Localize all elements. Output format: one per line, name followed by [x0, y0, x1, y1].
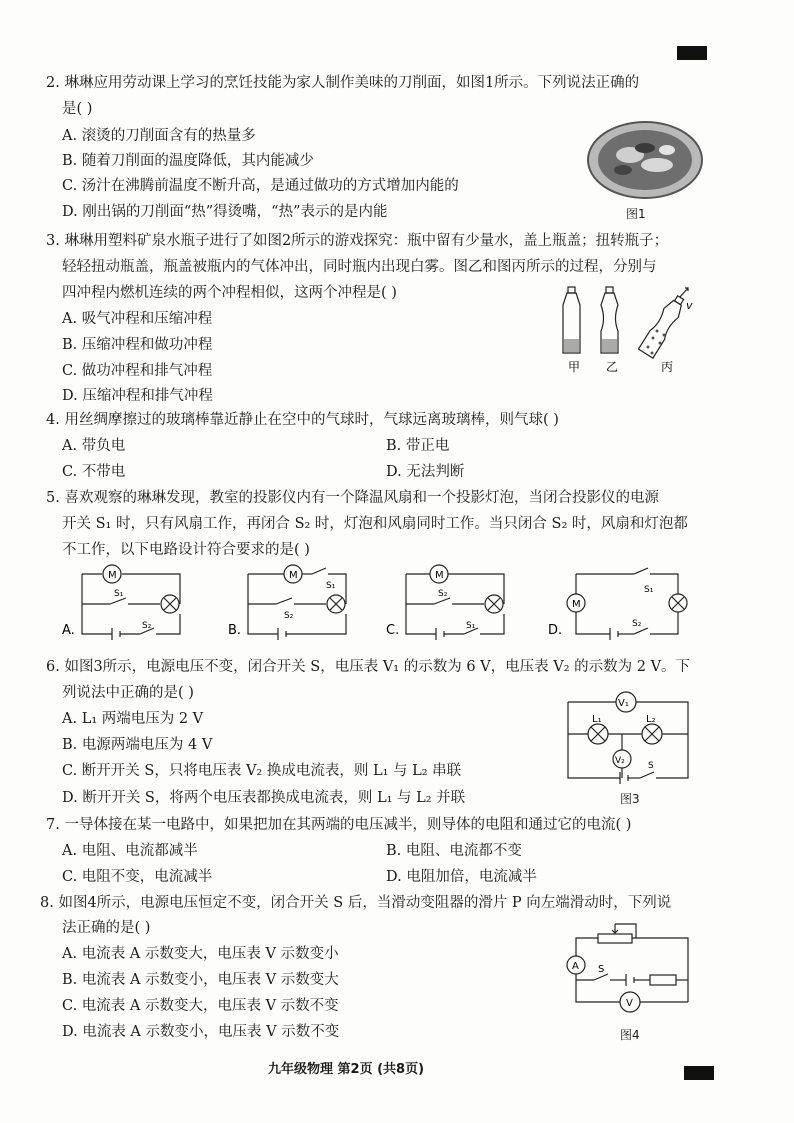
s-label: S: [648, 761, 654, 771]
q3-line3: 四冲程内燃机连续的两个冲程相似，这两个冲程是( ): [62, 285, 397, 301]
q7-option-b[interactable]: B. 电阻、电流都不变: [386, 843, 522, 859]
figure-2-bottles: [558, 283, 708, 375]
l1-label: L₁: [592, 714, 602, 725]
figure-4-circuit: [560, 920, 700, 1022]
q5-circuit-a[interactable]: [62, 562, 192, 644]
q5-circuit-b[interactable]: [228, 562, 358, 644]
figure-3-circuit: [560, 684, 700, 784]
motor-label-d: M: [572, 599, 581, 610]
q5-line3: 不工作，以下电路设计符合要求的是( ): [62, 542, 310, 558]
q6-option-b[interactable]: B. 电源两端电压为 4 V: [62, 737, 213, 753]
circuit-label-c: C.: [386, 623, 400, 638]
ammeter-label: A: [572, 961, 579, 972]
q4-option-c[interactable]: C. 不带电: [62, 464, 126, 480]
q7-line1: 7. 一导体接在某一电路中，如果把加在其两端的电压减半，则导体的电阻和通过它的电流( ): [46, 817, 632, 833]
switch1-label-a: S₁: [114, 589, 124, 599]
switch1-label-d: S₁: [644, 585, 654, 595]
velocity-label: v: [686, 299, 693, 312]
q5-circuit-d[interactable]: [548, 562, 696, 644]
switch2-label-d: S₂: [632, 619, 642, 629]
figure-4-caption: 图4: [620, 1028, 640, 1042]
label-yi: 乙: [606, 360, 619, 374]
circuit-label-d: D.: [548, 623, 563, 638]
q2-option-a[interactable]: A. 滚烫的刀削面含有的热量多: [62, 128, 256, 144]
q3-option-c[interactable]: C. 做功冲程和排气冲程: [62, 363, 213, 379]
label-bing: 丙: [661, 360, 674, 374]
q8-option-d[interactable]: D. 电流表 A 示数变小，电压表 V 示数不变: [62, 1024, 340, 1040]
q6-line2: 列说法中正确的是( ): [62, 685, 194, 701]
figure-1-noodle-bowl: [585, 120, 705, 202]
q5-line2: 开关 S₁ 时，只有风扇工作，再闭合 S₂ 时，灯泡和风扇同时工作。当只闭合 S₂ 时，风扇和灯泡都: [62, 516, 688, 532]
q3-option-b[interactable]: B. 压缩冲程和做功冲程: [62, 337, 213, 353]
q4-line1: 4. 用丝绸摩擦过的玻璃棒靠近静止在空中的气球时，气球远离玻璃棒，则气球( ): [46, 412, 559, 428]
q8-line1: 8. 如图4所示，电源电压恒定不变，闭合开关 S 后，当滑动变阻器的滑片 P 向左端滑动时，下列说: [40, 895, 672, 911]
q3-option-d[interactable]: D. 压缩冲程和排气冲程: [62, 388, 213, 404]
switch2-label-b: S₂: [284, 611, 294, 621]
q3-line1: 3. 琳琳用塑料矿泉水瓶子进行了如图2所示的游戏探究：瓶中留有少量水，盖上瓶盖；扭转瓶子；: [46, 233, 669, 249]
figure-3-caption: 图3: [620, 792, 640, 806]
label-jia: 甲: [568, 360, 581, 374]
page-footer: 九年级物理 第2页 (共8页): [268, 1062, 425, 1077]
q2-option-d[interactable]: D. 刚出锅的刀削面“热”得烫嘴，“热”表示的是内能: [62, 204, 388, 220]
q5-line1: 5. 喜欢观察的琳琳发现，教室的投影仪内有一个降温风扇和一个投影灯泡，当闭合投影仪的电源: [46, 490, 659, 506]
corner-mark-bottom: [684, 1066, 714, 1080]
switch2-label-a: S₂: [142, 621, 152, 631]
v2-label: V₂: [615, 756, 625, 766]
q6-line1: 6. 如图3所示，电源电压不变，闭合开关 S，电压表 V₁ 的示数为 6 V，电压表 V₂ 的示数为 2 V。下: [46, 659, 691, 675]
switch-s-label: S: [598, 964, 605, 975]
switch2-label-c: S₂: [438, 589, 448, 599]
switch1-label-b: S₁: [326, 581, 336, 591]
q3-line2: 轻轻扭动瓶盖，瓶盖被瓶内的气体冲出，同时瓶内出现白雾。图乙和图丙所示的过程，分别与: [62, 259, 657, 275]
q8-line2: 法正确的是( ): [62, 920, 151, 936]
v1-label: V₁: [618, 698, 629, 709]
q3-option-a[interactable]: A. 吸气冲程和压缩冲程: [62, 311, 213, 327]
q4-option-b[interactable]: B. 带正电: [386, 438, 450, 454]
q4-option-a[interactable]: A. 带负电: [62, 438, 126, 454]
l2-label: L₂: [646, 714, 656, 725]
q8-option-a[interactable]: A. 电流表 A 示数变大，电压表 V 示数变小: [62, 946, 339, 962]
q6-option-d[interactable]: D. 断开开关 S，将两个电压表都换成电流表，则 L₁ 与 L₂ 并联: [62, 790, 466, 806]
q7-option-a[interactable]: A. 电阻、电流都减半: [62, 843, 198, 859]
circuit-label-a: A.: [62, 623, 75, 638]
bottle-bing: [638, 293, 687, 358]
q7-option-d[interactable]: D. 电阻加倍，电流减半: [386, 869, 537, 885]
q2-line1: 2. 琳琳应用劳动课上学习的烹饪技能为家人制作美味的刀削面，如图1所示。下列说法正确的: [46, 75, 640, 91]
q6-option-a[interactable]: A. L₁ 两端电压为 2 V: [62, 711, 204, 727]
q5-circuit-c[interactable]: [386, 562, 516, 644]
voltmeter-label: V: [626, 998, 633, 1009]
q6-option-c[interactable]: C. 断开开关 S，只将电压表 V₂ 换成电流表，则 L₁ 与 L₂ 串联: [62, 763, 462, 779]
q8-option-c[interactable]: C. 电流表 A 示数变大，电压表 V 示数不变: [62, 998, 339, 1014]
q2-option-c[interactable]: C. 汤汁在沸腾前温度不断升高，是通过做功的方式增加内能的: [62, 178, 459, 194]
motor-label-a: M: [108, 570, 117, 581]
q2-line2: 是( ): [62, 101, 93, 117]
circuit-label-b: B.: [228, 623, 242, 638]
q2-option-b[interactable]: B. 随着刀削面的温度降低，其内能减少: [62, 153, 314, 169]
switch1-label-c: S₁: [466, 621, 476, 631]
q7-option-c[interactable]: C. 电阻不变，电流减半: [62, 869, 213, 885]
corner-mark-top: [677, 46, 707, 60]
q4-option-d[interactable]: D. 无法判断: [386, 464, 465, 480]
motor-label-b: M: [289, 570, 298, 581]
motor-label-c: M: [435, 570, 444, 581]
figure-1-caption: 图1: [626, 207, 646, 221]
q8-option-b[interactable]: B. 电流表 A 示数变小，电压表 V 示数变大: [62, 972, 339, 988]
